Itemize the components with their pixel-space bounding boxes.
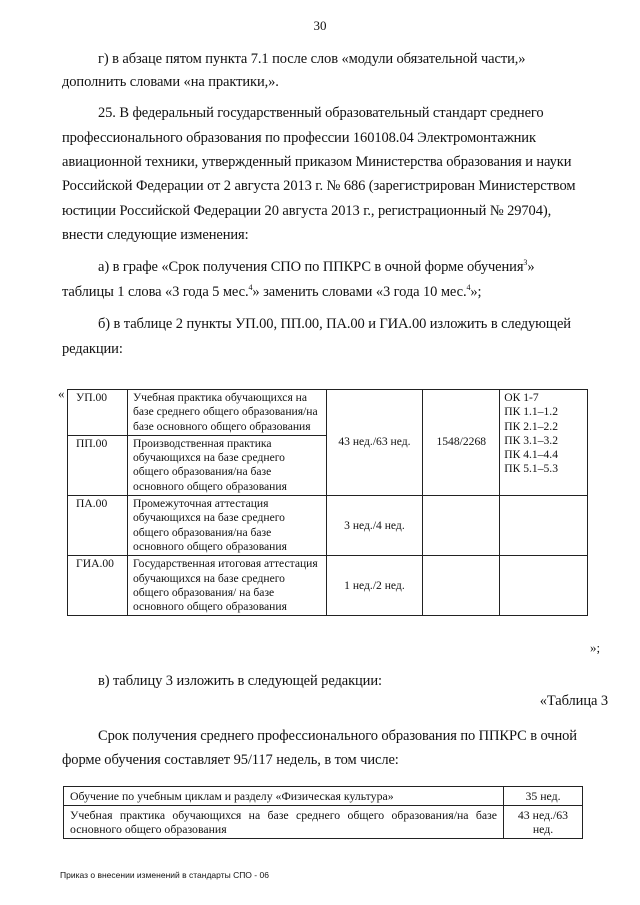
- page-number: 30: [313, 18, 327, 33]
- competency-item: ОК 1-7: [504, 391, 539, 404]
- row-code: ПА.00: [68, 496, 128, 556]
- paragraph-a-line2: [62, 281, 481, 304]
- table-row: [68, 390, 588, 436]
- closing-quote: »;: [590, 640, 601, 655]
- row-weeks: 3 нед./4 нед.: [326, 496, 423, 556]
- empty-cell: [423, 556, 500, 616]
- paragraph-25-line4: Российской Федерации от 2 августа 2013 г. № 686 (зарегистрирован Министерством: [62, 178, 576, 194]
- merged-weeks: 43 нед./63 нед.: [326, 390, 423, 496]
- paragraph-25-line6: внести следующие изменения:: [62, 227, 249, 243]
- row-name: Государственная итоговая аттестация обучающихся на базе среднего общего образования/ на базе основного общего образования: [127, 556, 326, 616]
- competency-item: ПК 1.1–1.2: [504, 405, 559, 419]
- competency-item: ПК 4.1–4.4: [504, 448, 559, 462]
- competency-item: ПК 5.1–5.3: [504, 462, 559, 476]
- opening-quote: «: [58, 386, 65, 401]
- table-row: [68, 556, 588, 616]
- paragraph-a2-part2: » заменить словами «3 года 10 мес.: [252, 284, 467, 300]
- empty-cell: [500, 556, 588, 616]
- row-code: УП.00: [68, 390, 128, 436]
- footer-note: Приказ о внесении изменений в стандарты СПО - 06: [60, 870, 269, 880]
- row-value: 35 нед.: [504, 787, 583, 806]
- table-row: [68, 496, 588, 556]
- footnote-ref-3: 3: [523, 258, 528, 268]
- srok-line2: форме обучения составляет 95/117 недель, в том числе:: [62, 752, 399, 768]
- paragraph-g-line1: г) в абзаце пятом пункта 7.1 после слов «модули обязательной части,»: [98, 51, 526, 67]
- footnote-ref-4a: 4: [248, 283, 253, 293]
- paragraph-25-line5: юстиции Российской Федерации 20 августа 2013 г., регистрационный № 29704),: [62, 203, 552, 219]
- row-name: Учебная практика обучающихся на базе среднего общего образования/на базе основного общего образования: [127, 390, 326, 436]
- paragraph-25-line2: профессионального образования по профессии 160108.04 Электромонтажник: [62, 130, 536, 146]
- paragraph-v: в) таблицу 3 изложить в следующей редакции:: [98, 673, 382, 689]
- paragraph-25-line1: 25. В федеральный государственный образовательный стандарт среднего: [98, 105, 544, 121]
- paragraph-a-close: »: [527, 259, 535, 275]
- empty-cell: [500, 496, 588, 556]
- competencies-cell: [500, 390, 588, 496]
- row-code: ПП.00: [68, 435, 128, 495]
- competency-item: ПК 3.1–3.2: [504, 433, 559, 447]
- row-name: Производственная практика обучающихся на базе среднего общего образования/на базе основного общего образования: [127, 435, 326, 495]
- row-text: Учебная практика обучающихся на базе среднего общего образования/на базе основного общего образования: [64, 806, 504, 839]
- paragraph-b-line2: редакции:: [62, 341, 123, 357]
- row-value: 43 нед./63 нед.: [504, 806, 583, 839]
- empty-cell: [423, 496, 500, 556]
- competency-item: ПК 2.1–2.2: [504, 419, 559, 433]
- paragraph-a-text: а) в графе «Срок получения СПО по ППКРС в очной форме обучения: [98, 259, 524, 275]
- srok-line1: Срок получения среднего профессионального образования по ППКРС в очной: [98, 728, 577, 744]
- paragraph-a2-part3: »;: [470, 284, 482, 300]
- table-row: [64, 787, 583, 806]
- merged-hours: 1548/2268: [423, 390, 500, 496]
- paragraph-a-line1: [98, 256, 534, 279]
- paragraph-g-line2: дополнить словами «на практики,».: [62, 74, 279, 90]
- table-3-caption: «Таблица 3: [539, 693, 608, 709]
- paragraph-b-line1: б) в таблице 2 пункты УП.00, ПП.00, ПА.00 и ГИА.00 изложить в следующей: [98, 316, 571, 332]
- paragraph-a2-part1: таблицы 1 слова «3 года 5 мес.: [62, 284, 249, 300]
- row-text: Обучение по учебным циклам и разделу «Физическая культура»: [64, 787, 504, 806]
- table-3: [63, 786, 583, 839]
- row-name: Промежуточная аттестация обучающихся на базе среднего общего образования/на базе основного общего образования: [127, 496, 326, 556]
- footnote-ref-4b: 4: [466, 283, 471, 293]
- paragraph-25-line3: авиационной техники, утвержденный приказом Министерства образования и науки: [62, 154, 572, 170]
- table-row: [64, 806, 583, 839]
- row-code: ГИА.00: [68, 556, 128, 616]
- row-weeks: 1 нед./2 нед.: [326, 556, 423, 616]
- table-2: [67, 389, 588, 616]
